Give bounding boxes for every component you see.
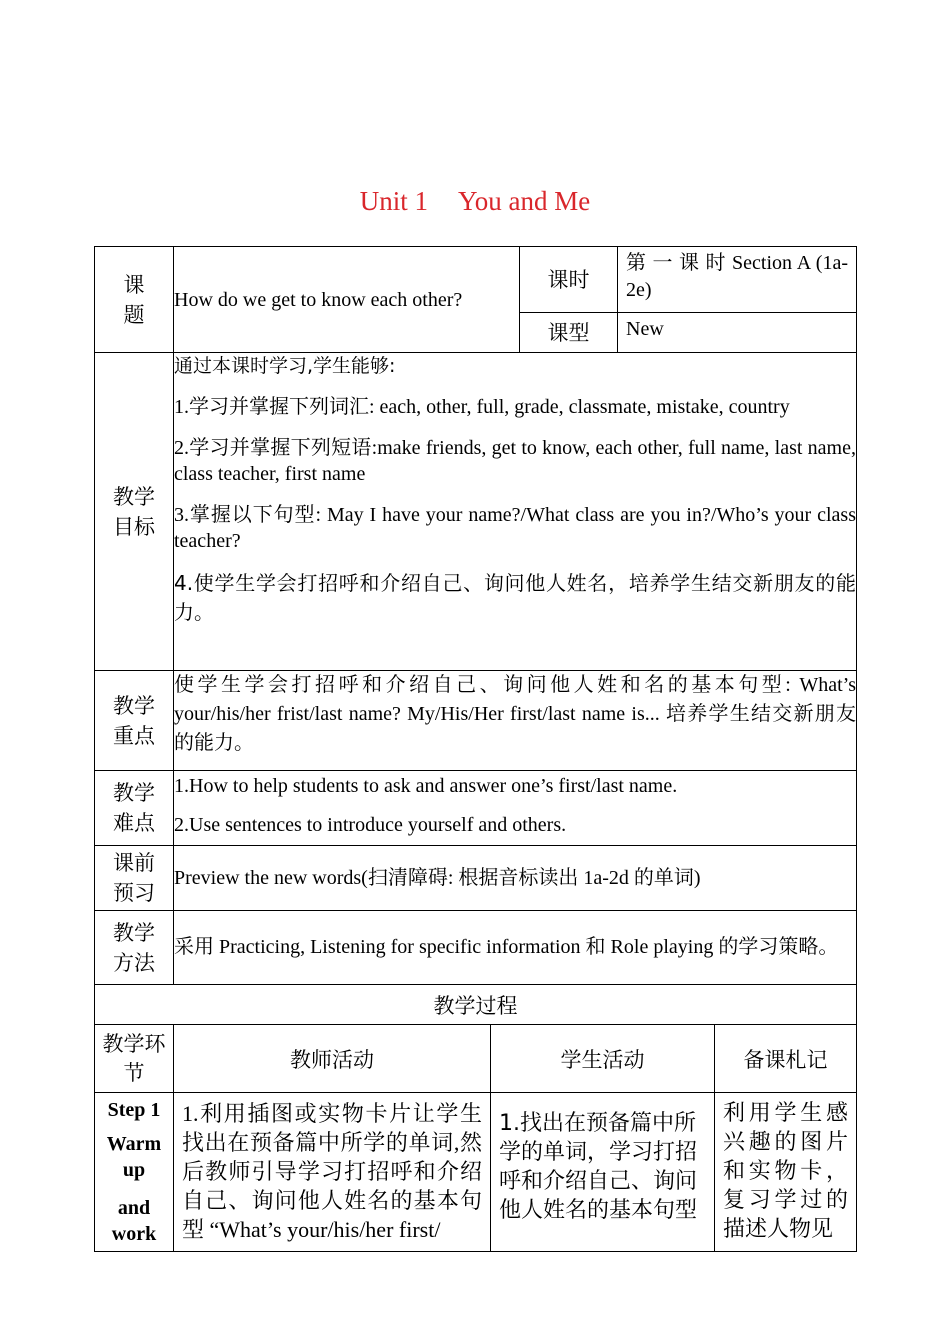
objectives-intro: 通过本课时学习,学生能够: — [174, 355, 396, 377]
process-title: 教学过程 — [95, 985, 857, 1025]
difficulty-item: 1.How to help students to ask and answer one’s first/last name. — [174, 775, 678, 797]
difficulties-row — [95, 771, 857, 846]
unit-number: Unit 1 — [359, 186, 428, 216]
method-label: 教学方法 — [95, 911, 174, 985]
period-value: 第 一 课 时 Section A (1a-2e) — [618, 247, 857, 313]
step1-name — [95, 1093, 174, 1252]
objectives-label: 教学目标 — [95, 353, 174, 671]
difficulty-item: 2.Use sentences to introduce yourself and others. — [174, 814, 567, 836]
header-step: 教学环节 — [95, 1025, 174, 1093]
process-title-row — [95, 985, 857, 1025]
key-points-row — [95, 671, 857, 771]
step1-name-line: up — [122, 1159, 146, 1181]
topic-label: 课题 — [95, 247, 174, 353]
preview-label: 课前预习 — [95, 846, 174, 911]
unit-name: You and Me — [457, 186, 591, 216]
difficulties-label: 教学难点 — [95, 771, 174, 846]
header-student: 学生活动 — [491, 1025, 715, 1093]
step1-teacher-activity: 1.利用插图或实物卡片让学生找出在预备篇中所学的单词,然后教师引导学习打招呼和介绍自己、询问他人姓名的基本句型 “What’s your/his/her first/ — [174, 1093, 491, 1252]
objective-item: 4.使学生学会打招呼和介绍自己、询问他人姓名，培养学生结交新朋友的能力。 — [174, 571, 856, 624]
lesson-plan-table — [94, 246, 857, 1252]
key-points-label: 教学重点 — [95, 671, 174, 771]
objective-item: 3.掌握以下句型: May I have your name?/What class are you in?/Who’s your class teacher? — [174, 504, 856, 552]
page-title — [0, 186, 950, 217]
key-points-content: 使学生学会打招呼和介绍自己、询问他人姓和名的基本句型: What’s your/his/her frist/last name? My/His/Her first/last name is... 培养学生结交新朋友的能力。 — [174, 671, 857, 771]
objective-item: 1.学习并掌握下列词汇: each, other, full, grade, classmate, mistake, country — [174, 396, 790, 418]
objective-item: 2.学习并掌握下列短语:make friends, get to know, each other, full name, last name, class teacher, first name — [174, 437, 856, 485]
step1-student-activity: 1.找出在预备篇中所学的单词，学习打招呼和介绍自己、询问他人姓名的基本句型 — [491, 1093, 715, 1252]
objectives-content — [174, 353, 857, 671]
step1-name-line: Warm — [106, 1133, 162, 1155]
objectives-row — [95, 353, 857, 671]
type-value: New — [618, 313, 857, 353]
method-content: 采用 Practicing, Listening for specific information 和 Role playing 的学习策略。 — [174, 911, 857, 985]
type-label: 课型 — [520, 313, 618, 353]
step1-notes: 利用学生感兴趣的图片和实物卡，复习学过的描述人物见 — [715, 1093, 857, 1252]
header-notes: 备课札记 — [715, 1025, 857, 1093]
preview-content: Preview the new words(扫清障碍: 根据音标读出 1a-2d 的单词) — [174, 846, 857, 911]
preview-row — [95, 846, 857, 911]
topic-value: How do we get to know each other? — [174, 247, 520, 353]
step1-name-line: and — [117, 1197, 151, 1219]
step1-name-line: work — [111, 1223, 157, 1245]
step1-row — [95, 1093, 857, 1252]
header-teacher: 教师活动 — [174, 1025, 491, 1093]
period-label: 课时 — [520, 247, 618, 313]
difficulties-content — [174, 771, 857, 846]
method-row — [95, 911, 857, 985]
step1-name-line: Step 1 — [107, 1099, 161, 1121]
process-header-row — [95, 1025, 857, 1093]
topic-row — [95, 247, 857, 313]
